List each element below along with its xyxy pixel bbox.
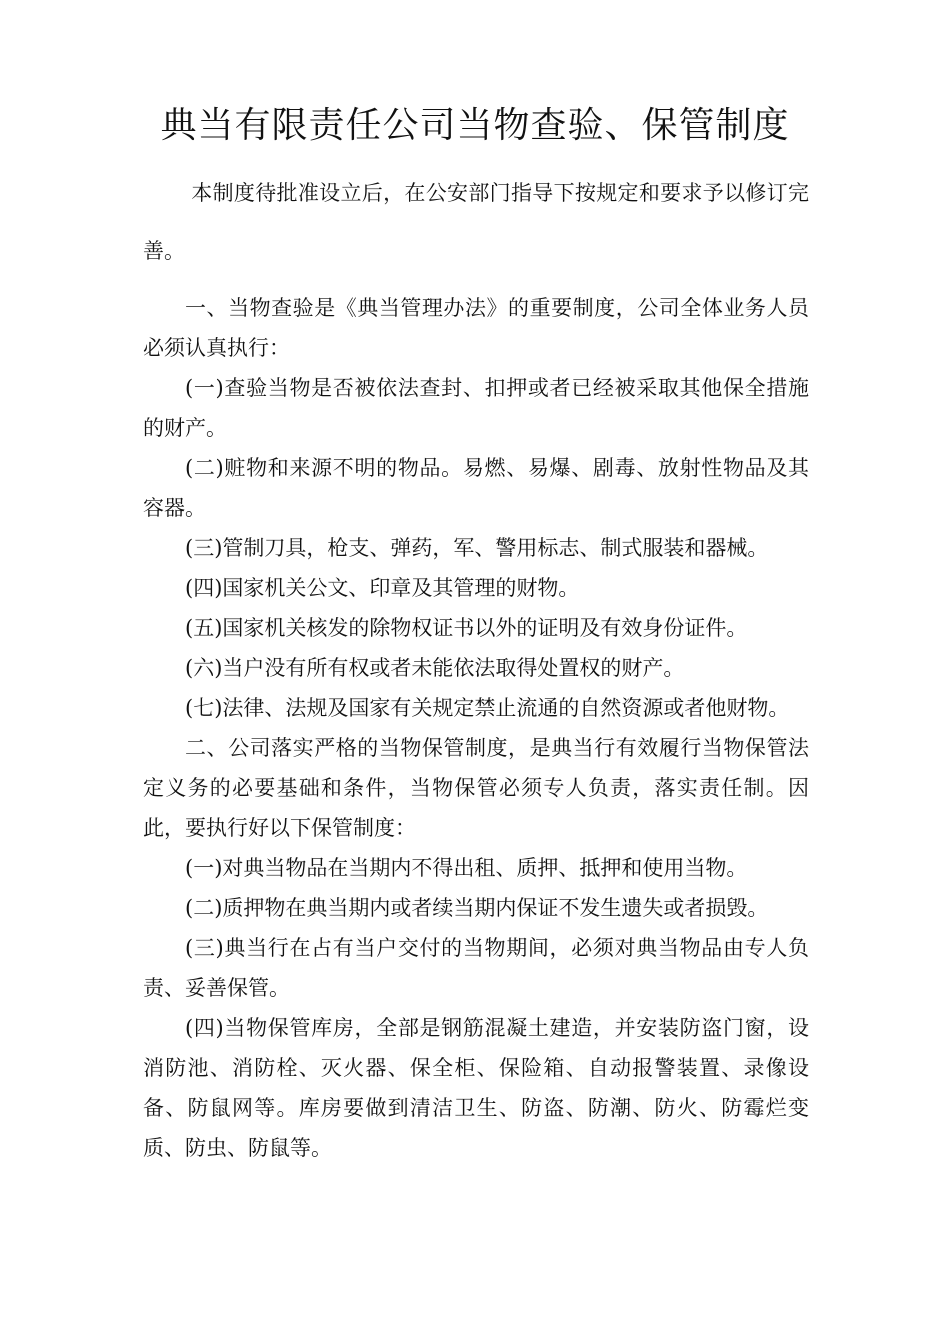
section-1-item-1: (一)查验当物是否被依法查封、扣押或者已经被采取其他保全措施的财产。 [143, 376, 809, 440]
intro-paragraph: 本制度待批准设立后，在公安部门指导下按规定和要求予以修订完善。 [143, 181, 809, 263]
section-1-item-5: (五)国家机关核发的除物权证书以外的证明及有效身份证件。 [185, 616, 748, 640]
document-title: 典当有限责任公司当物查验、保管制度 [160, 105, 790, 146]
section-2-item-2: (二)质押物在典当期内或者续当期内保证不发生遗失或者损毁。 [185, 896, 769, 920]
section-2-item-1: (一)对典当物品在当期内不得出租、质押、抵押和使用当物。 [185, 856, 748, 880]
section-1-item-4: (四)国家机关公文、印章及其管理的财物。 [185, 576, 580, 600]
section-2-item-4: (四)当物保管库房，全部是钢筋混凝土建造，并安装防盗门窗，设消防池、消防栓、灭火器、保全柜、保险箱、自动报警装置、录像设备、防鼠网等。库房要做到清洁卫生、防盗、防潮、防火、防霉烂变质、防虫、防鼠等。 [143, 1016, 809, 1160]
section-2-item-3: (三)典当行在占有当户交付的当物期间，必须对典当物品由专人负责、妥善保管。 [143, 936, 809, 1000]
section-1-heading: 一、当物查验是《典当管理办法》的重要制度，公司全体业务人员必须认真执行： [143, 296, 809, 360]
section-1-item-2: (二)赃物和来源不明的物品。易燃、易爆、剧毒、放射性物品及其容器。 [143, 456, 809, 520]
document-body [143, 164, 809, 1168]
section-1-item-3: (三)管制刀具，枪支、弹药，军、警用标志、制式服装和器械。 [185, 536, 769, 560]
section-2-heading: 二、公司落实严格的当物保管制度，是典当行有效履行当物保管法定义务的必要基础和条件，当物保管必须专人负责，落实责任制。因此，要执行好以下保管制度： [143, 736, 809, 840]
section-1-item-7: (七)法律、法规及国家有关规定禁止流通的自然资源或者他财物。 [185, 696, 790, 720]
section-1-item-6: (六)当户没有所有权或者未能依法取得处置权的财产。 [185, 656, 685, 680]
